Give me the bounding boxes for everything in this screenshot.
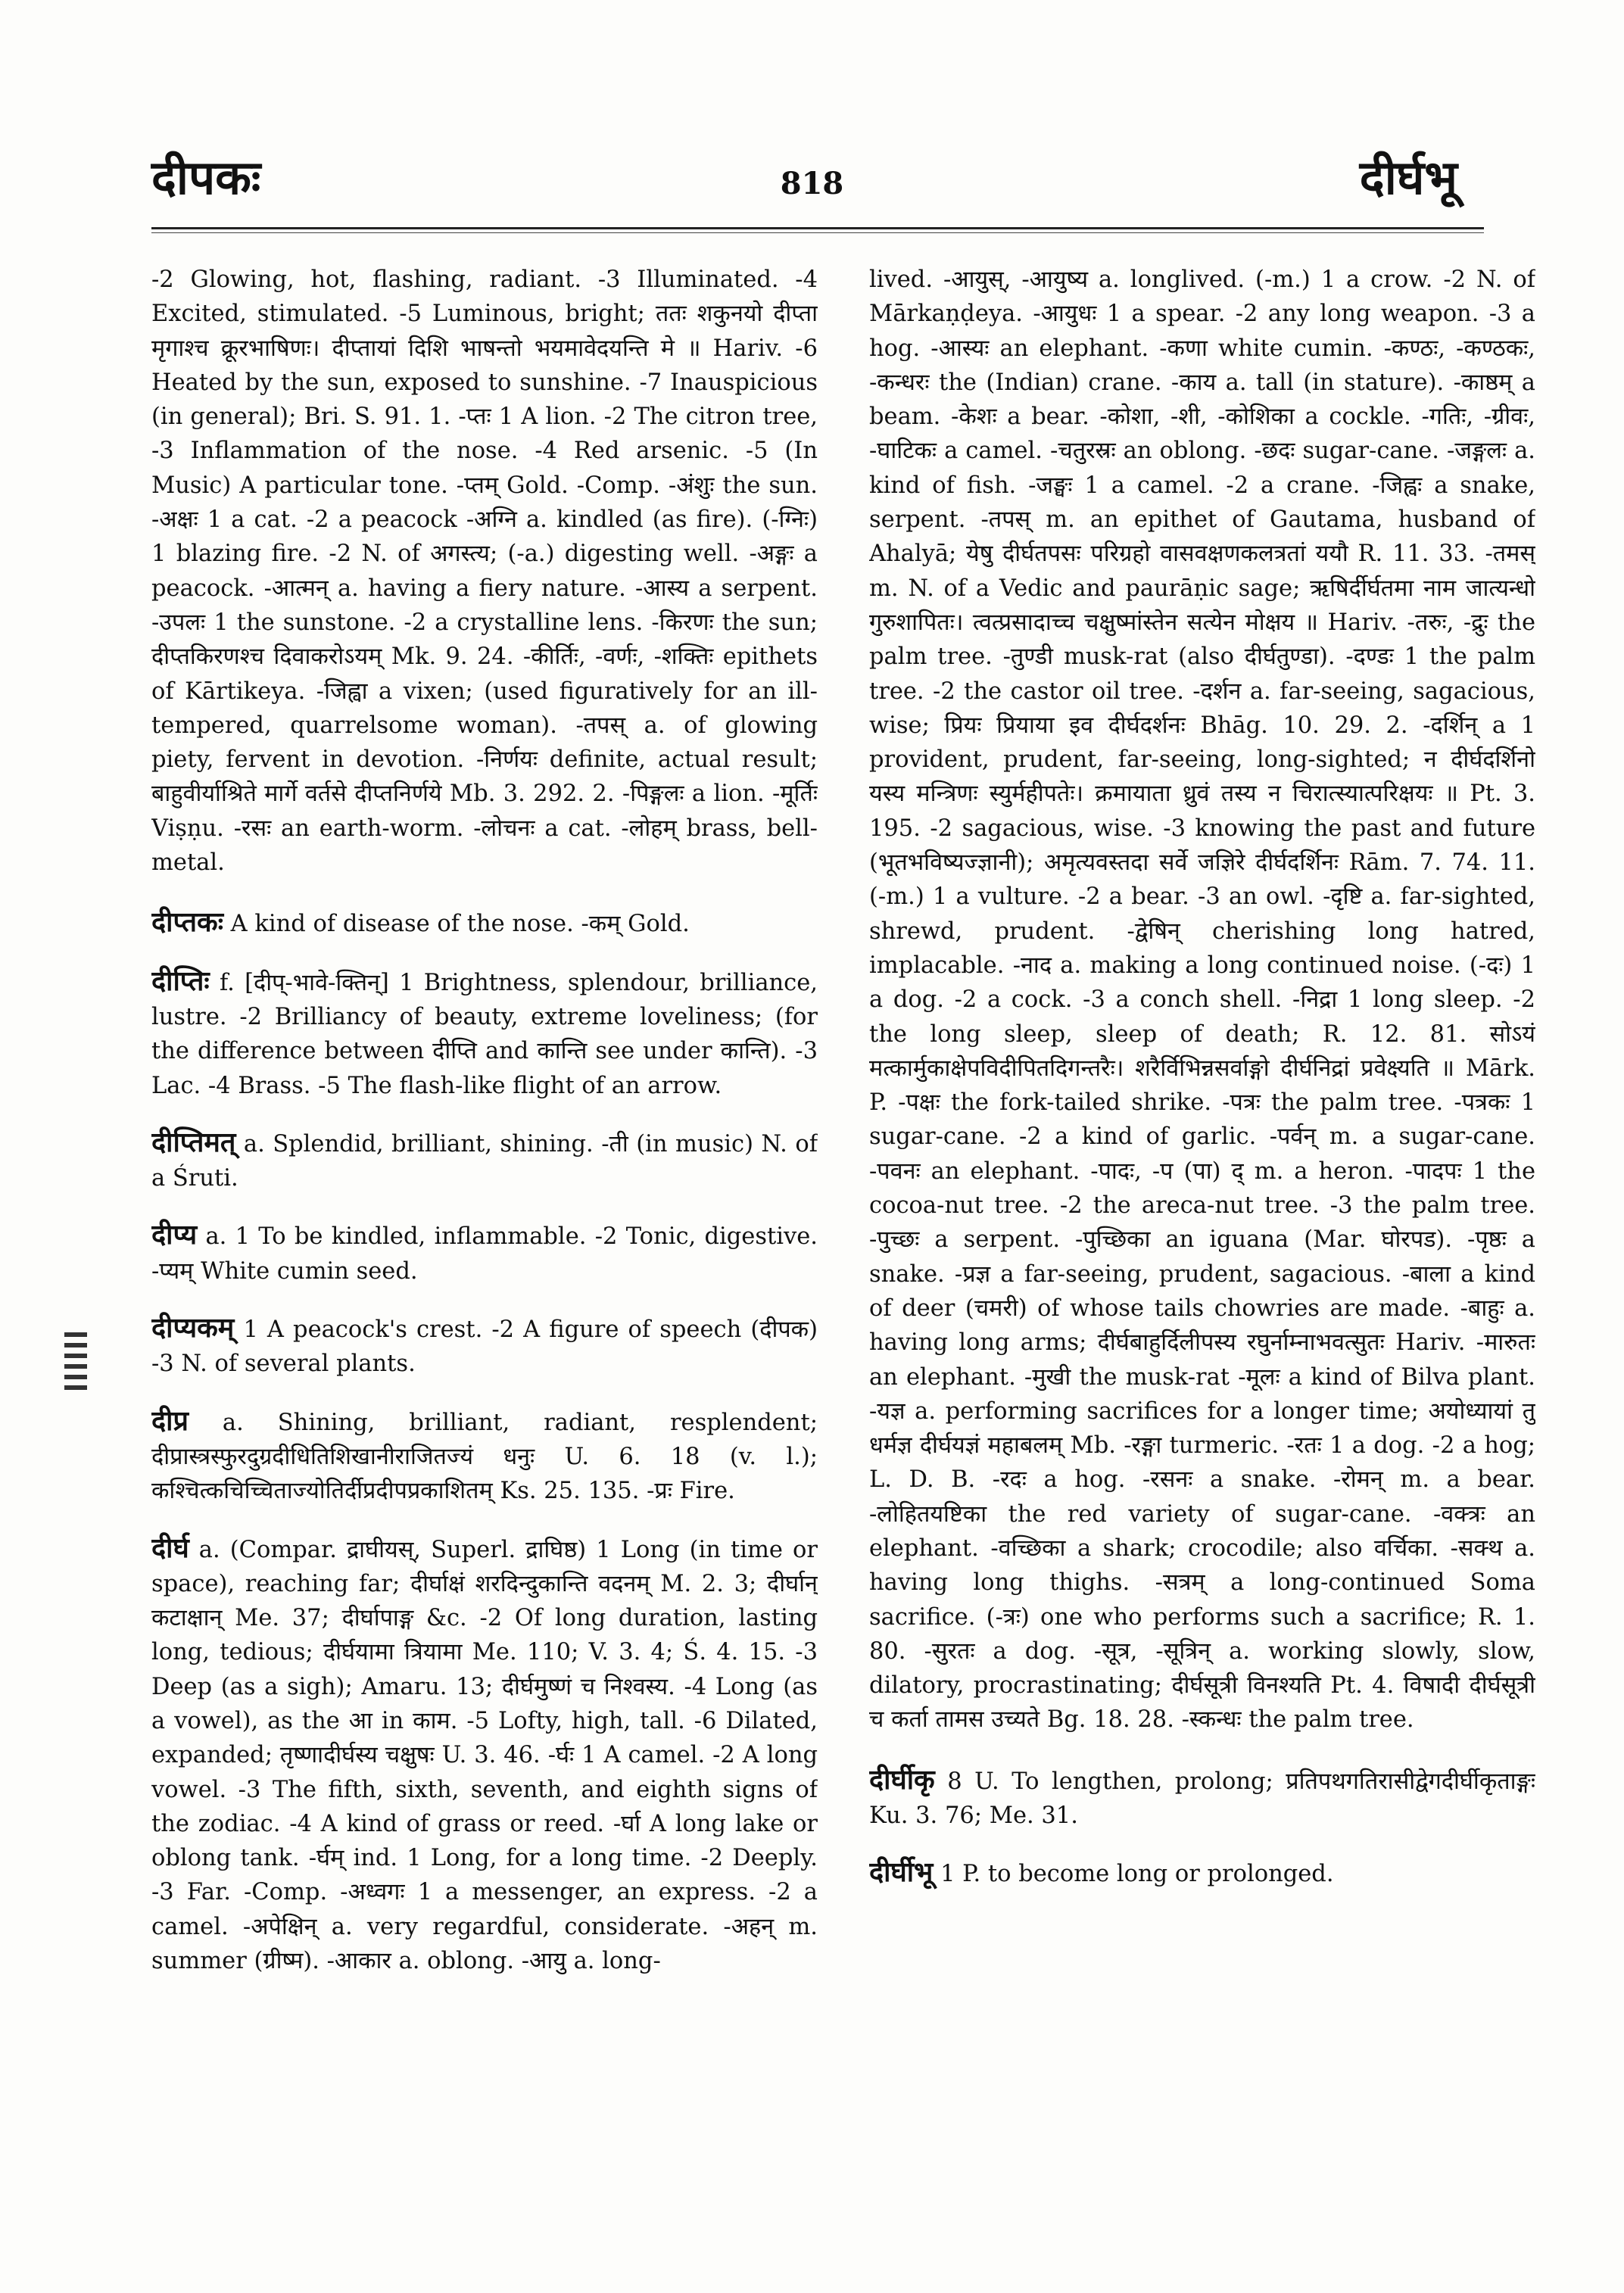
entry bbox=[151, 1531, 818, 1979]
entry bbox=[151, 964, 818, 1103]
entry-text: f. [दीप्-भावे-क्तिन्] 1 Brightness, splendour, brilliance, lustre. -2 Brilliancy of beauty, extreme loveliness; (for the difference between दीप्ति and कान्ति see under कान्ति). -3 Lac. -4 Brass. -5 The flash-like flight of an arrow. bbox=[151, 969, 818, 1099]
entry bbox=[151, 1126, 818, 1196]
entry-text: a. 1 To be kindled, inflammable. -2 Tonic, digestive. -प्यम् White cumin seed. bbox=[151, 1223, 818, 1285]
entry bbox=[151, 905, 818, 941]
header-rule-thin bbox=[151, 232, 1484, 233]
entry-headword: दीर्घीभू bbox=[869, 1856, 934, 1889]
entry-text: 8 U. To lengthen, prolong; प्रतिपथगतिरासीद्वेगदीर्घीकृताङ्गः Ku. 3. 76; Me. 31. bbox=[869, 1768, 1535, 1830]
entry-headword: दीप्यकम् bbox=[151, 1312, 235, 1344]
running-head-left: दीपकः bbox=[151, 150, 261, 205]
entry-headword: दीर्घीकृ bbox=[869, 1763, 935, 1796]
left-column bbox=[151, 261, 818, 2123]
entry-headword: दीप्तिमत् bbox=[151, 1126, 236, 1158]
entry bbox=[869, 1855, 1535, 1891]
entry bbox=[869, 261, 1535, 1737]
entry-headword: दीप्तकः bbox=[151, 906, 223, 939]
running-head-right: दीर्घभू bbox=[1359, 150, 1457, 205]
entry bbox=[151, 1311, 818, 1382]
entry bbox=[151, 261, 818, 880]
entry-headword: दीप्र bbox=[151, 1404, 189, 1437]
entry-text: 1 A peacock's crest. -2 A figure of speech (दीपक) -3 N. of several plants. bbox=[151, 1316, 818, 1378]
entry-text: a. Shining, brilliant, radiant, resplendent; दीप्रास्त्रस्फुरदुग्रदीधितिशिखानीराजितज्यं धनुः U. 6. 18 (v. l.); कश्चित्कचिच्चिताज्योतिर्दीप्रदीपप्रकाशितम् Ks. 25. 135. -प्रः Fire. bbox=[151, 1409, 818, 1505]
entry-text: a. (Compar. द्राघीयस्, Superl. द्राघिष्ठ) 1 Long (in time or space), reaching far; दीर्घाक्षं शरदिन्दुकान्ति वदनम् M. 2. 3; दीर्घान् कटाक्षान् Me. 37; दीर्घापाङ्ग &c. -2 Of long duration, lasting long, tedious; दीर्घयामा त्रियामा Me. 110; V. 3. 4; Ś. 4. 15. -3 Deep (as a sigh); Amaru. 13; दीर्घमुष्णं च निश्वस्य. -4 Long (as a vowel), as the आ in काम. -5 Lofty, high, tall. -6 Dilated, expanded; तृष्णादीर्घस्य चक्षुषः U. 3. 46. -र्घः 1 A camel. -2 A long vowel. -3 The fifth, sixth, seventh, and eighth signs of the zodiac. -4 A kind of grass or reed. -र्घा A long lake or oblong tank. -र्घम् ind. 1 Long, for a long time. -2 Deeply. -3 Far. -Comp. -अध्वगः 1 a messenger, an express. -2 a camel. -अपेक्षिन् a. very regardful, considerate. -अहन् m. summer (ग्रीष्म). -आकार a. oblong. -आयु a. long- bbox=[151, 1536, 818, 1975]
entry-text: 1 P. to become long or prolonged. bbox=[940, 1861, 1334, 1888]
entry bbox=[151, 1218, 818, 1288]
right-column bbox=[869, 261, 1535, 2245]
entry bbox=[869, 1763, 1535, 1833]
page-number: 818 bbox=[780, 166, 844, 201]
entry-text: -2 Glowing, hot, flashing, radiant. -3 Illuminated. -4 Excited, stimulated. -5 Luminous, bright; ततः शकुनयो दीप्ता मृगाश्च क्रूरभाषिणः। दीप्तायां दिशि भाषन्तो भयमावेदयन्ति मे ॥ Hariv. -6 Heated by the sun, exposed to sunshine. -7 Inauspicious (in general); Bri. S. 91. 1. -प्तः 1 A lion. -2 The citron tree, -3 Inflammation of the nose. -4 Red arsenic. -5 (In Music) A particular tone. -प्तम् Gold. -Comp. -अंशुः the sun. -अक्षः 1 a cat. -2 a peacock -अग्नि a. kindled (as fire). (-ग्निः) 1 blazing fire. -2 N. of अगस्त्य; (-a.) digesting well. -अङ्गः a peacock. -आत्मन् a. having a fiery nature. -आस्य a serpent. -उपलः 1 the sunstone. -2 a crystalline lens. -किरणः the sun; दीप्तकिरणश्च दिवाकरोऽयम् Mk. 9. 24. -कीर्तिः, -वर्णः, -शक्तिः epithets of Kārtikeya. -जिह्वा a vixen; (used figuratively for an ill-tempered, quarrelsome woman). -तपस् a. of glowing piety, fervent in devotion. -निर्णयः definite, actual result; बाहुवीर्याश्रिते मार्गे वर्तसे दीप्तनिर्णये Mb. 3. 292. 2. -पिङ्गलः a lion. -मूर्तिः Viṣṇu. -रसः an earth-worm. -लोचनः a cat. -लोहम् brass, bell-metal. bbox=[151, 266, 818, 877]
entry-headword: दीप्य bbox=[151, 1219, 198, 1251]
entry-headword: दीर्घ bbox=[151, 1531, 189, 1564]
margin-mark bbox=[64, 1332, 87, 1404]
header-rule bbox=[151, 227, 1484, 229]
entry bbox=[151, 1404, 818, 1509]
entry-text: lived. -आयुस्, -आयुष्य a. longlived. (-m.) 1 a crow. -2 N. of Mārkaṇḍeya. -आयुधः 1 a spear. -2 any long weapon. -3 a hog. -आस्यः an elephant. -कणा white cumin. -कण्ठः, -कण्ठकः, -कन्धरः the (Indian) crane. -काय a. tall (in stature). -काष्ठम् a beam. -केशः a bear. -कोशा, -शी, -कोशिका a cockle. -गतिः, -ग्रीवः, -घाटिकः a camel. -चतुरस्रः an oblong. -छदः sugar-cane. -जङ्गलः a. kind of fish. -जङ्घः 1 a camel. -2 a crane. -जिह्वः a snake, serpent. -तपस् m. an epithet of Gautama, husband of Ahalyā; येषु दीर्घतपसः परिग्रहो वासवक्षणकलत्रतां ययौ R. 11. 33. -तमस् m. N. of a Vedic and paurāṇic sage; ऋषिर्दीर्घतमा नाम जात्यन्धो गुरुशापितः। त्वत्प्रसादाच्च चक्षुष्मांस्तेन सत्येन मोक्षय ॥ Hariv. -तरुः, -द्रुः the palm tree. -तुण्डी musk-rat (also दीर्घतुण्डा). -दण्डः 1 the palm tree. -2 the castor oil tree. -दर्शन a. far-seeing, sagacious, wise; प्रियः प्रियाया इव दीर्घदर्शनः Bhāg. 10. 29. 2. -दर्शिन् a 1 provident, prudent, far-seeing, long-sighted; न दीर्घदर्शिनो यस्य मन्त्रिणः स्युर्महीपतेः। क्रमायाता ध्रुवं तस्य न चिरात्स्यात्परिक्षयः ॥ Pt. 3. 195. -2 sagacious, wise. -3 knowing the past and future (भूतभविष्यज्ज्ञानी); अमृत्यवस्तदा सर्वे जज्ञिरे दीर्घदर्शिनः Rām. 7. 74. 11. (-m.) 1 a vulture. -2 a bear. -3 an owl. -दृष्टि a. far-sighted, shrewd, prudent. -द्वेषिन् cherishing long hatred, implacable. -नाद a. making a long continued noise. (-दः) 1 a dog. -2 a cock. -3 a conch shell. -निद्रा 1 long sleep. -2 the long sleep, sleep of death; R. 12. 81. सोऽयं मत्कार्मुकाक्षेपविदीपितदिगन्तरैः। शरैर्विभिन्नसर्वाङ्गो दीर्घनिद्रां प्रवेक्ष्यति ॥ Mārk. P. -पक्षः the fork-tailed shrike. -पत्रः the palm tree. -पत्रकः 1 sugar-cane. -2 a kind of garlic. -पर्वन् m. a sugar-cane. -पवनः an elephant. -पादः, -प (पा) द् m. a heron. -पादपः 1 the cocoa-nut tree. -2 the areca-nut tree. -3 the palm tree. -पुच्छः a serpent. -पुच्छिका an iguana (Mar. घोरपड). -पृष्ठः a snake. -प्रज्ञ a far-seeing, prudent, sagacious. -बाला a kind of deer (चमरी) of whose tails chowries are made. -बाहुः a. having long arms; दीर्घबाहुर्दिलीपस्य रघुर्नाम्नाभवत्सुतः Hariv. -मारुतः an elephant. -मुखी the musk-rat -मूलः a kind of Bilva plant. -यज्ञ a. performing sacrifices for a longer time; अयोध्यायां तु धर्मज्ञ दीर्घयज्ञं महाबलम् Mb. -रङ्गा turmeric. -रतः 1 a dog. -2 a hog; L. D. B. -रदः a hog. -रसनः a snake. -रोमन् m. a bear. -लोहितयष्टिका the red variety of sugar-cane. -वक्त्रः an elephant. -वच्छिका a shark; crocodile; also वर्चिका. -सक्थ a. having long thighs. -सत्रम् a long-continued Soma sacrifice. (-त्रः) one who performs such a sacrifice; R. 1. 80. -सुरतः a dog. -सूत्र, -सूत्रिन् a. working slowly, slow, dilatory, procrastinating; दीर्घसूत्री विनश्यति Pt. 4. विषादी दीर्घसूत्री च कर्ता तामस उच्यते Bg. 18. 28. -स्कन्धः the palm tree. bbox=[869, 266, 1535, 1734]
entry-text: a. Splendid, brilliant, shining. -ती (in music) N. of a Śruti. bbox=[151, 1130, 818, 1192]
entry-text: A kind of disease of the nose. -कम् Gold. bbox=[230, 911, 690, 938]
entry-headword: दीप्तिः bbox=[151, 964, 210, 997]
